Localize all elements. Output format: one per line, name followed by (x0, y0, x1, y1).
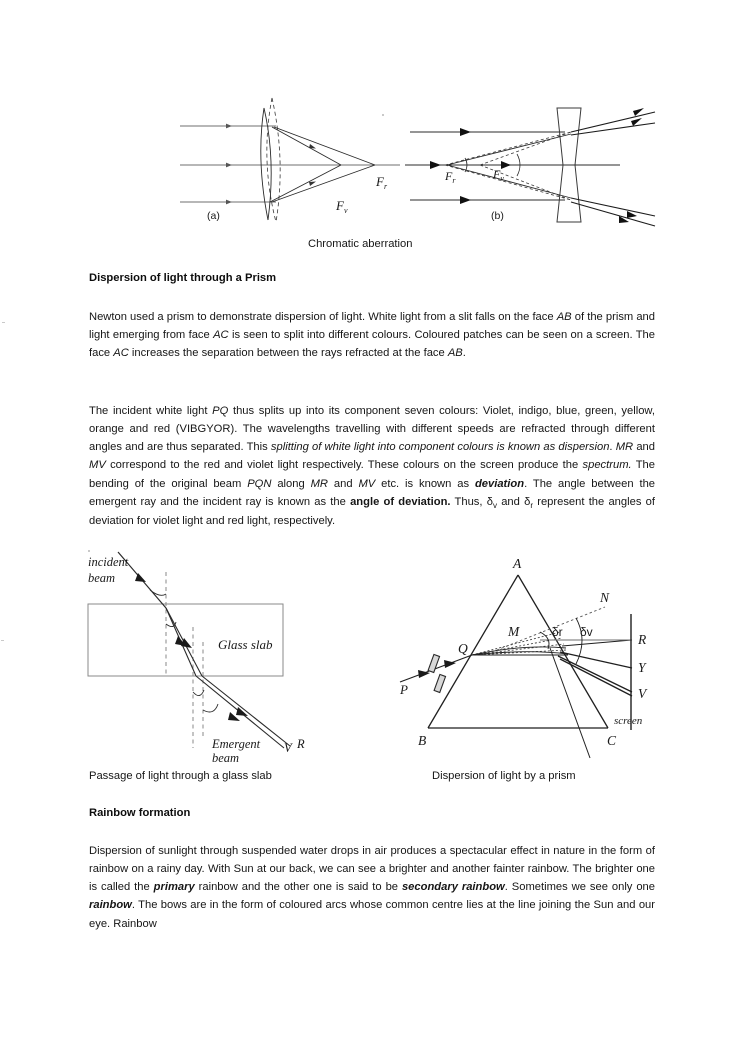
heading-rainbow-formation: Rainbow formation (89, 807, 191, 819)
prism-normal-label: N (600, 590, 610, 605)
panel-a-ray-arrowheads (226, 124, 232, 205)
prism-base-left-label: B (418, 733, 427, 748)
slit-aperture (428, 654, 445, 692)
slab-ray-violet-label: V (284, 741, 292, 755)
prism-exit-point-label: M (508, 624, 520, 639)
paragraph-rainbow: Dispersion of sunlight through suspended water drops in air produces a spectacular effect in nature in the form of rainbow on a rainy day. With Sun at our back, we can see a brighter and another fainter rainbow. The brighter one is called the primary rainbow and the other one is said to be secondary rainbow. Sometimes we see only one rainbow. The bows are in the form of coloured arcs whose common centre lies at the line joining the Sun and our eye. Rainbow (89, 845, 655, 930)
prism-source-label: P (400, 682, 408, 697)
incident-beam-label-line1: incident (88, 555, 129, 569)
paragraph-vibgyor-deviation: The incident white light PQ thus splits up into its component seven colours: Violet, indigo, blue, green, yellow, orange and red (VIBGYOR). The wavelengths travelling with different speeds are refracted through different angles and are thus separated. This splitting of white light into component colours is known as dispersion. MR and MV correspond to the red and violet light respectively. These colours on the screen produce the spectrum. The bending of the original beam PQN along MR and MV etc. is known as deviation. The angle between the emergent ray and the incident ray is known as the angle of deviation. Thus, $\delta_v$ and $\delta_r$ represent the angles of deviation for violet light and red light, respectively. (89, 405, 656, 527)
emergent-rays-violet (558, 656, 632, 696)
screen-ray-red-label: R (638, 632, 647, 647)
screen-ray-violet-label: V (638, 686, 647, 701)
heading-dispersion-prism: Dispersion of light through a Prism (89, 272, 277, 284)
prism-entry-point-label: Q (458, 641, 468, 656)
paragraph-newton-prism: Newton used a prism to demonstrate dispersion of light. White light from a slit falls on the face AB of the prism and light emerging from face AC is seen to split into different colours. Coloured patches can be seen on a screen. The face AC increases the separation between the rays refracted at the face AB. (89, 311, 656, 360)
prism-apex-label: A (513, 556, 522, 571)
focal-point-violet-label-a: $F_v$ (336, 198, 348, 215)
figure-chromatic-caption: Chromatic aberration (308, 238, 413, 250)
figure-slab-caption: Passage of light through a glass slab (89, 770, 272, 782)
prism-base-right-label: C (607, 733, 617, 748)
panel-b-group (405, 108, 655, 226)
figure-chromatic-aberration (160, 90, 660, 225)
panel-a-label: (a) (207, 210, 220, 222)
panel-a-violet-rays (270, 127, 341, 202)
angle-arcs-slab (150, 590, 218, 712)
scan-speck (1, 640, 4, 641)
screen-label: screen (614, 715, 643, 727)
normal-lines (166, 572, 203, 748)
panel-b-solid-construction (447, 134, 571, 198)
scan-speck (88, 550, 90, 552)
slab-ray-red-label: R (297, 737, 305, 751)
emergent-rays-red (562, 640, 632, 646)
delta-v-label: δv (580, 625, 593, 639)
panel-a-red-rays (272, 127, 375, 202)
figure-prism-dispersion (400, 552, 670, 764)
emergent-beam-label-line1: Emergent (212, 737, 261, 751)
panel-b-arrowheads (430, 128, 511, 204)
panel-b-emergent-rays (571, 112, 655, 226)
convex-lens-dashed (267, 98, 280, 222)
convex-lens-solid (261, 108, 271, 220)
scan-speck (2, 322, 5, 323)
focal-point-red-label-b: $F_r$ (445, 169, 456, 185)
inside-slab-arrowheads (175, 636, 192, 648)
emergent-beam-arrowheads (228, 707, 248, 721)
screen-ray-yellow-label: Y (638, 660, 646, 675)
glass-slab-label: Glass slab (218, 637, 273, 652)
incident-beam-label-line2: beam (88, 571, 116, 585)
panel-b-label: (b) (491, 210, 504, 222)
delta-r-label: δr (552, 625, 563, 639)
figure-prism-caption: Dispersion of light by a prism (432, 770, 576, 782)
figure-glass-slab (88, 552, 408, 764)
scan-speck (382, 114, 384, 116)
focal-point-red-label-a: $F_r$ (376, 174, 388, 191)
panel-a-incoming-rays (180, 126, 375, 202)
focal-point-violet-label-b: $F_v$ (493, 167, 504, 183)
emergent-beam-label-line2: beam (212, 751, 240, 765)
